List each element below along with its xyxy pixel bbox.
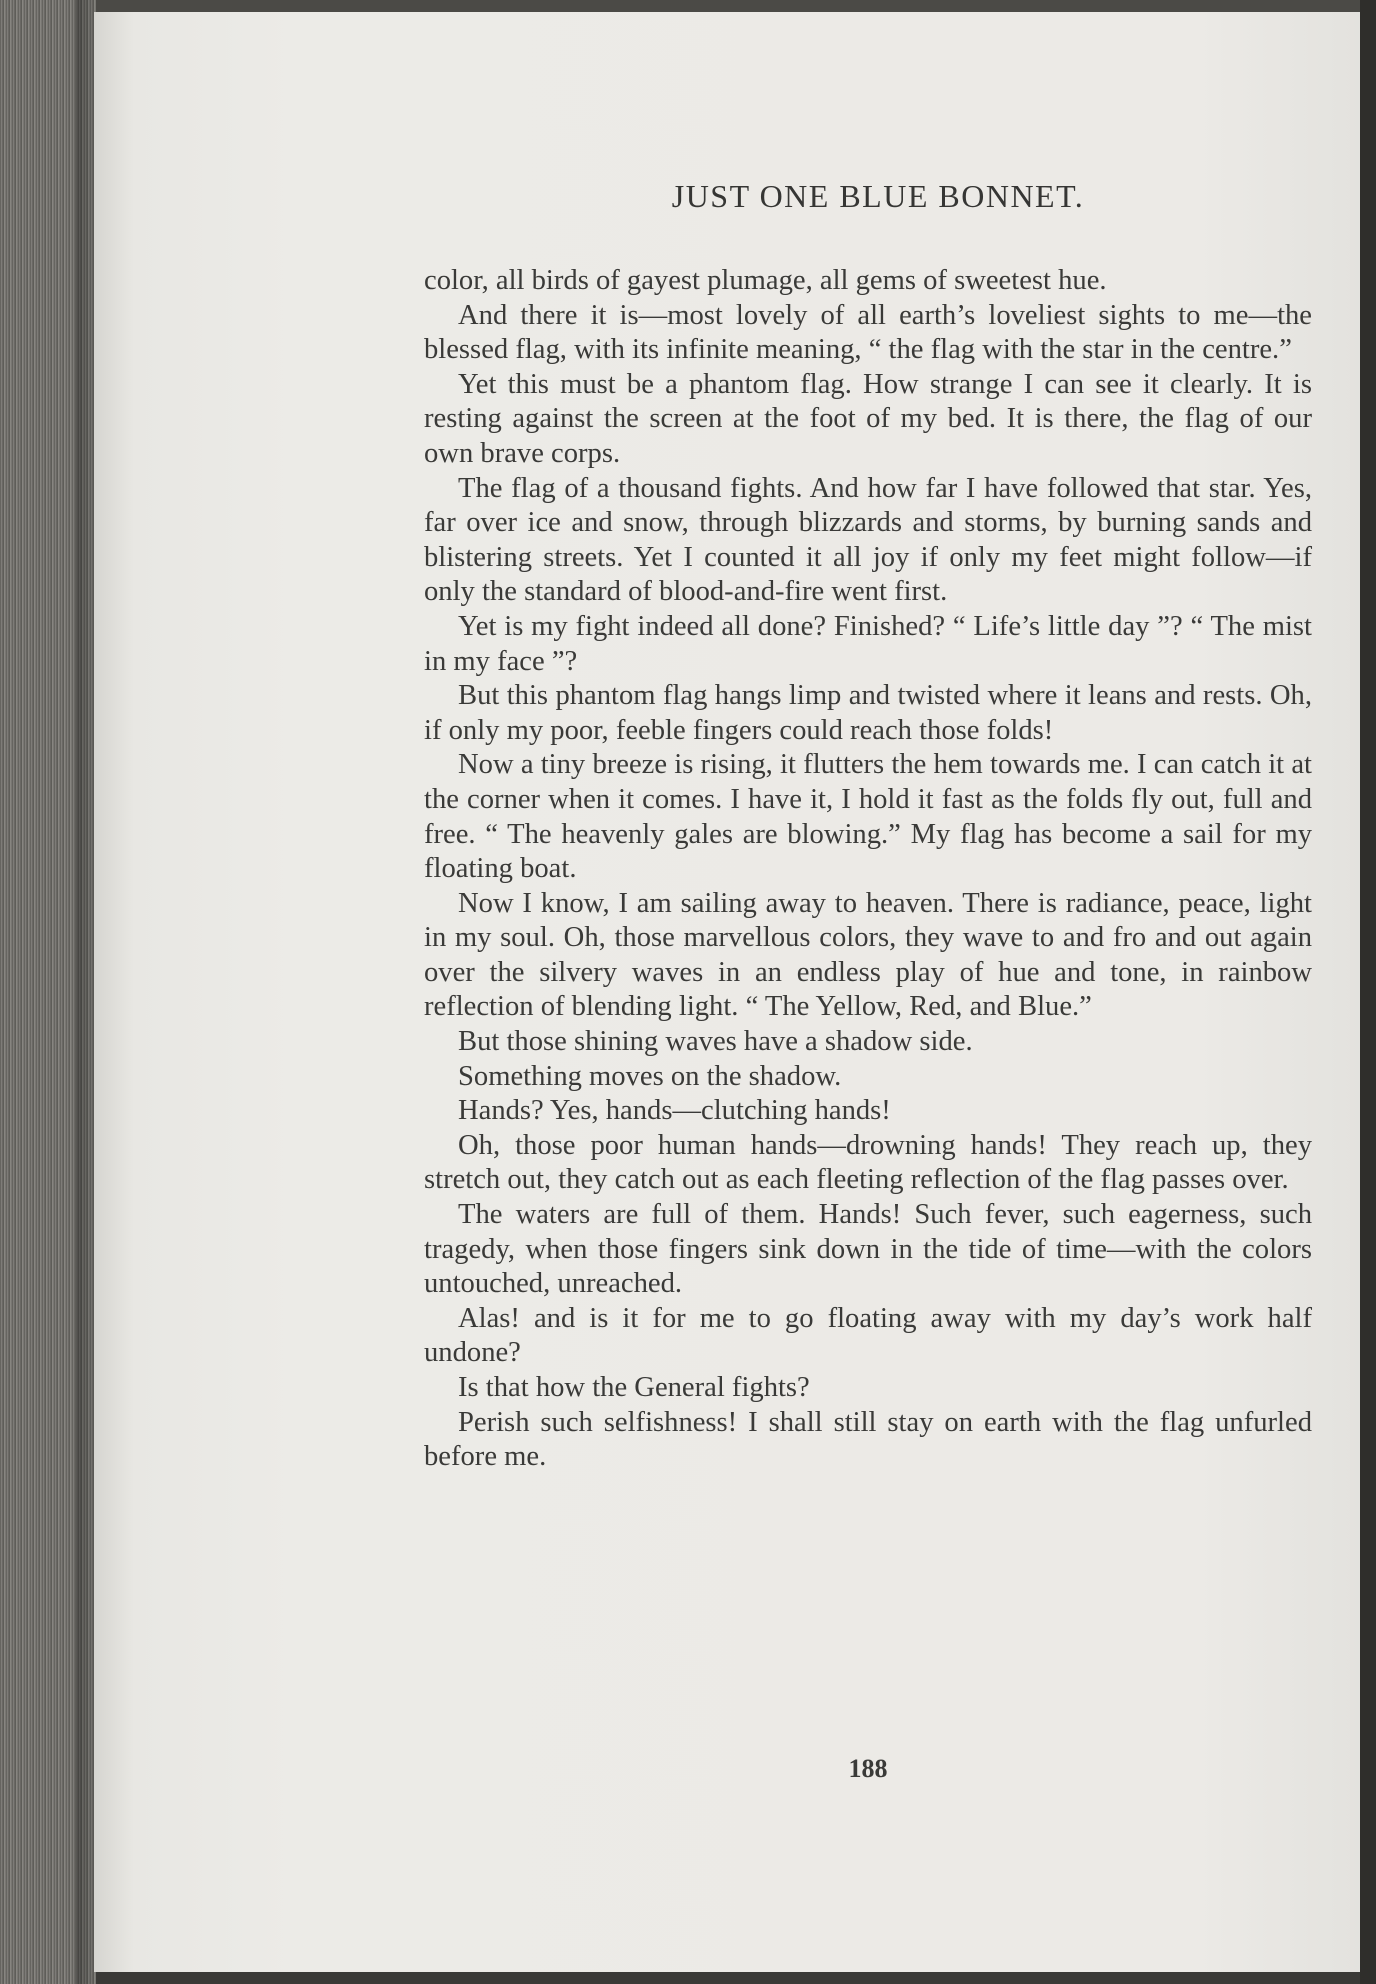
paragraph: Now a tiny breeze is rising, it flutters the hem towards me. I can catch it at the corner when it comes. I have it, I hold it fast as the folds fly out, full and free. “ The heavenly gales are blowing.” My flag has become a sail for my floating boat. (424, 749, 1312, 885)
paragraph: But those shining waves have a shadow side. (458, 1026, 973, 1058)
paragraph: Now I know, I am sailing away to heaven. There is radiance, peace, light in my soul. Oh, those marvellous colors, they wave to and fro and out again over the silvery waves in an endless play of hue and tone, in rainbow reflection of blending light. “ The Yellow, Red, and Blue.” (424, 887, 1312, 1023)
paragraph: Yet is my fight indeed all done? Finished? “ Life’s little day ”? “ The mist in my face ”? (424, 610, 1312, 677)
page-number: 188 (848, 1754, 888, 1783)
right-shadow-edge (1360, 0, 1376, 1984)
running-head: JUST ONE BLUE BONNET. (671, 178, 1085, 214)
paragraph: Perish such selfishness! I shall still stay on earth with the flag unfurled before me. (424, 1406, 1312, 1473)
paragraph: Alas! and is it for me to go floating away with my day’s work half undone? (424, 1302, 1312, 1369)
paragraph: But this phantom flag hangs limp and twisted where it leans and rests. Oh, if only my poor, feeble fingers could reach those folds! (424, 680, 1312, 746)
page-paper (94, 12, 1362, 1972)
body-text (424, 264, 1312, 1475)
paragraph: And there it is—most lovely of all earth’s loveliest sights to me—the blessed flag, with its infinite meaning, “ the flag with the star in the centre.” (424, 299, 1312, 366)
paragraph: Hands? Yes, hands—clutching hands! (458, 1095, 891, 1127)
paragraph: Is that how the General fights? (458, 1372, 810, 1403)
book-page-edges (0, 0, 96, 1984)
paragraph: Yet this must be a phantom flag. How strange I can see it clearly. It is resting against the screen at the foot of my bed. It is there, the flag of our own brave corps. (424, 368, 1312, 469)
paragraph: Something moves on the shadow. (458, 1060, 842, 1092)
paragraph: color, all birds of gayest plumage, all gems of sweetest hue. (424, 265, 1107, 296)
paragraph: Oh, those poor human hands—drowning hands! They reach up, they stretch out, they catch out as each fleeting reflection of the flag passes over. (424, 1129, 1312, 1196)
paragraph: The waters are full of them. Hands! Such fever, such eagerness, such tragedy, when those fingers sink down in the tide of time—with the colors untouched, unreached. (424, 1199, 1312, 1300)
paragraph: The flag of a thousand fights. And how far I have followed that star. Yes, far over ice and snow, through blizzards and storms, by burning sands and blistering streets. Yet I counted it all joy if only my feet might follow—if only the standard of blood-and-fire went first. (424, 472, 1312, 608)
